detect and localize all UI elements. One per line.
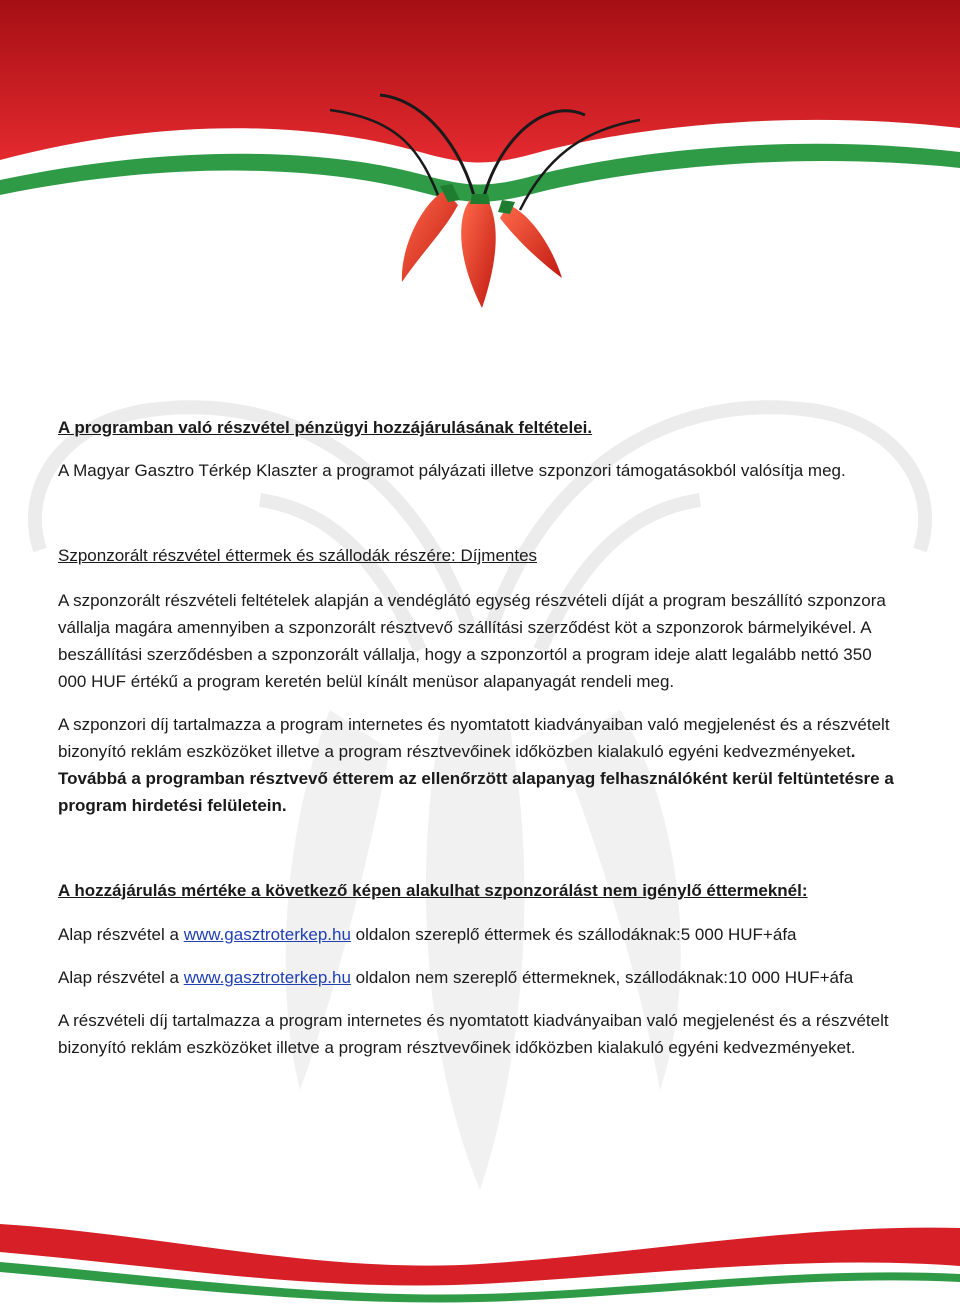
header-banner: [0, 0, 960, 320]
fee-line-unlisted-suffix: oldalon nem szereplő éttermeknek, szállodáknak:10 000 HUF+áfa: [350, 968, 854, 987]
fee-line-listed-prefix: Alap részvétel a: [58, 925, 184, 944]
fee-line-unlisted: [58, 964, 903, 991]
participation-fee-paragraph: A részvételi díj tartalmazza a program internetes és nyomtatott kiadványaiban való megjelenést és a részvételt bizonyító reklám eszközöket illetve a program résztvevőinek időközben kialakuló egyéni kedvezményeket.: [58, 1011, 889, 1057]
sponsored-paragraph: A szponzorált részvételi feltételek alapján a vendéglátó egység részvételi díját a program beszállító szponzora vállalja magára amennyiben a szponzorált résztvevő szállítási szerződést köt a szponzorok bármelyikével. A beszállítási szerződésben a szponzorált vállalja, hogy a szponzortól a program ideje alatt legalább nettó 350 000 HUF értékű a program keretén belül kínált menüsor alapanyagát rendeli meg.: [58, 591, 886, 691]
fee-line-listed: [58, 921, 903, 948]
sponsor-fee-paragraph: [58, 711, 903, 819]
section-heading-contribution: A hozzájárulás mértéke a következő képen alakulhat szponzorálást nem igénylő éttermeknél:: [58, 881, 808, 900]
gasztroterkep-link[interactable]: www.gasztroterkep.hu: [183, 925, 351, 944]
section-heading-sponsored: Szponzorált részvétel éttermek és szállodák részére: Díjmentes: [58, 546, 538, 565]
intro-text: A Magyar Gasztro Térkép Klaszter a programot pályázati illetve szponzori támogatásokból valósítja meg.: [58, 461, 846, 480]
gasztroterkep-link[interactable]: www.gasztroterkep.hu: [183, 968, 351, 987]
document-body: [58, 414, 903, 1061]
sponsor-fee-bold-text: . Továbbá a programban résztvevő étterem az ellenőrzött alapanyag felhasználóként kerül feltüntetésre a program hirdetési felületein.: [58, 742, 894, 815]
sponsor-fee-text: A szponzori díj tartalmazza a program internetes és nyomtatott kiadványaiban való megjelenést és a részvételt bizonyító reklám eszközöket illetve a program résztvevőinek időközben kialakuló egyéni kedvezményeket: [58, 715, 890, 761]
fee-line-listed-suffix: oldalon szereplő éttermek és szállodáknak:5 000 HUF+áfa: [350, 925, 797, 944]
chili-peppers-icon: [402, 184, 562, 308]
footer-banner: [0, 1214, 960, 1304]
section-heading-conditions: A programban való részvétel pénzügyi hozzájárulásának feltételei.: [58, 418, 593, 437]
fee-line-unlisted-prefix: Alap részvétel a: [58, 968, 184, 987]
